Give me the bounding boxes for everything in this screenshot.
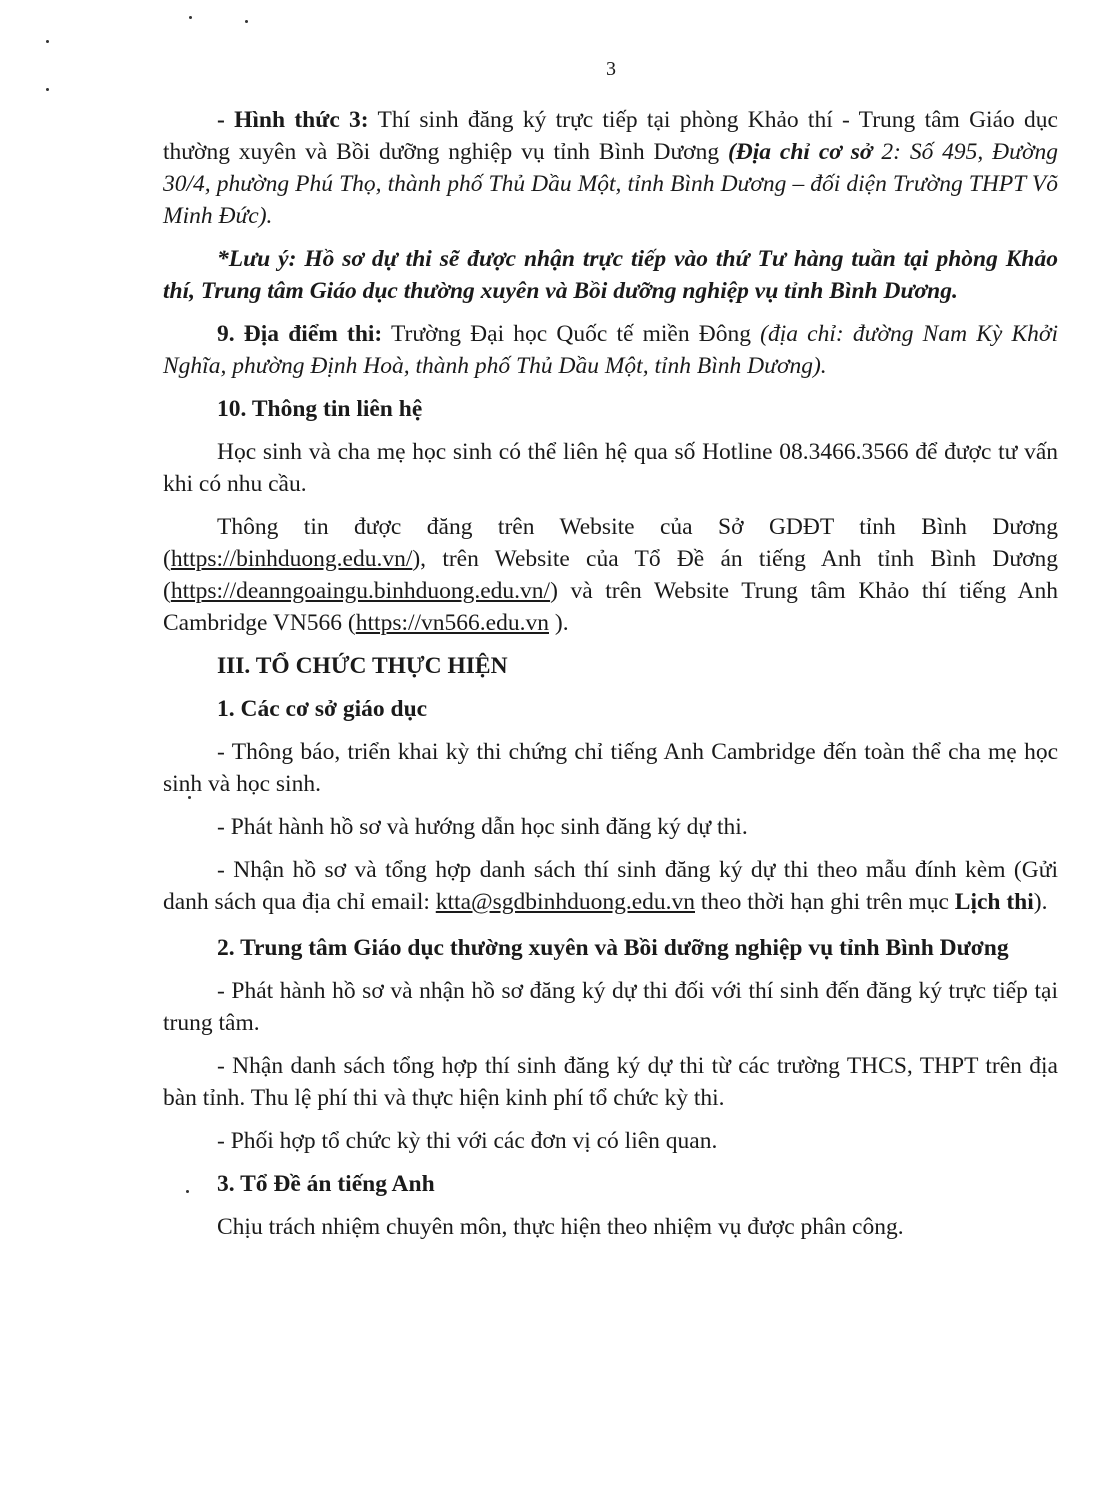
address-text: 2: Số 495, Đường 30/4, phường Phú Thọ, thành phố Thủ Dầu Một, tỉnh Bình Dương – đối diện Trường THPT Võ Minh Đức). bbox=[163, 139, 1059, 229]
sub-2-item-2: - Nhận danh sách tổng hợp thí sinh đăng ký dự thi từ các trường THCS, THPT trên địa bàn tỉnh. Thu lệ phí thi và thực hiện kinh phí tổ chức kỳ thi. bbox=[163, 1053, 1058, 1111]
sub-3-text: Chịu trách nhiệm chuyên môn, thực hiện theo nhiệm vụ được phân công. bbox=[217, 1214, 904, 1240]
section-10-heading: 10. Thông tin liên hệ bbox=[217, 396, 423, 422]
section-9-text: Trường Đại học Quốc tế miền Đông bbox=[382, 321, 761, 347]
paragraph-section-9 bbox=[163, 318, 1058, 382]
address-label: (Địa chỉ cơ sở bbox=[727, 139, 873, 165]
document-body bbox=[163, 104, 1058, 1243]
email-link[interactable]: ktta@sgdbinhduong.edu.vn bbox=[435, 889, 695, 915]
sub-2-item-3: - Phối hợp tổ chức kỳ thi với các đơn vị có liên quan. bbox=[217, 1128, 718, 1154]
link-binhduong[interactable]: https://binhduong.edu.vn/ bbox=[170, 546, 413, 572]
websites-text: ). bbox=[549, 610, 569, 636]
item-3-text: theo thời hạn ghi trên mục bbox=[695, 889, 955, 915]
sub-1-item-2: - Phát hành hồ sơ và hướng dẫn học sinh đăng ký dự thi. bbox=[217, 814, 748, 840]
note-paragraph: *Lưu ý: Hồ sơ dự thi sẽ được nhận trực tiếp vào thứ Tư hàng tuần tại phòng Khảo thí, Trung tâm Giáo dục thường xuyên và Bồi dưỡng nghiệp vụ tỉnh Bình Dương. bbox=[163, 246, 1058, 304]
scan-speck bbox=[189, 16, 192, 19]
hinh-thuc-3-text: Thí sinh đăng ký trực tiếp tại phòng Khảo thí - Trung tâm Giáo dục thường xuyên và Bồi dưỡng nghiệp vụ tỉnh Bình Dương bbox=[163, 107, 1058, 165]
sub-2-heading: 2. Trung tâm Giáo dục thường xuyên và Bồi dưỡng nghiệp vụ tỉnh Bình Dương bbox=[217, 935, 1009, 961]
scan-speck bbox=[245, 20, 248, 23]
sub-3-heading: 3. Tổ Đề án tiếng Anh bbox=[217, 1171, 435, 1197]
link-vn566[interactable]: https://vn566.edu.vn bbox=[355, 610, 549, 636]
sub-1-heading: 1. Các cơ sở giáo dục bbox=[217, 696, 428, 722]
sub-2-item-1: - Phát hành hồ sơ và nhận hồ sơ đăng ký dự thi đối với thí sinh đến đăng ký trực tiếp tại trung tâm. bbox=[163, 978, 1058, 1036]
hinh-thuc-3-label: - Hình thức 3: bbox=[217, 107, 369, 133]
link-deanngoaingu[interactable]: https://deanngoaingu.binhduong.edu.vn/ bbox=[170, 578, 551, 604]
websites-paragraph bbox=[163, 511, 1058, 639]
websites-text: ), trên Website của Tổ Đề án tiếng Anh tỉnh Bình Dương ( bbox=[163, 546, 1058, 604]
item-3-text: ). bbox=[1033, 889, 1048, 915]
scan-speck bbox=[46, 88, 49, 91]
lich-thi-bold: Lịch thi bbox=[954, 889, 1034, 915]
paragraph-hinh-thuc-3 bbox=[163, 104, 1058, 232]
page-number: 3 bbox=[606, 58, 616, 80]
hotline-paragraph: Học sinh và cha mẹ học sinh có thể liên hệ qua số Hotline 08.3466.3566 để được tư vấn khi có nhu cầu. bbox=[163, 439, 1058, 497]
scan-speck bbox=[46, 40, 49, 43]
sub-1-item-3 bbox=[163, 854, 1058, 918]
sub-1-item-1: - Thông báo, triển khai kỳ thi chứng chỉ tiếng Anh Cambridge đến toàn thể cha mẹ học sinh và học sinh. bbox=[163, 739, 1058, 797]
websites-text: ) và trên Website Trung tâm Khảo thí tiếng Anh Cambridge VN566 ( bbox=[163, 578, 1058, 636]
item-3-text: - Nhận hồ sơ và tổng hợp danh sách thí sinh đăng ký dự thi theo mẫu đính kèm (Gửi danh sách qua địa chỉ email: bbox=[163, 857, 1058, 915]
section-9-label: 9. Địa điểm thi: bbox=[217, 321, 383, 347]
section-9-address: (địa chỉ: đường Nam Kỳ Khởi Nghĩa, phường Định Hoà, thành phố Thủ Dầu Một, tỉnh Bình Dương). bbox=[163, 321, 1059, 379]
websites-text: Thông tin được đăng trên Website của Sở GDĐT tỉnh Bình Dương ( bbox=[163, 514, 1058, 572]
section-III-heading: III. TỔ CHỨC THỰC HIỆN bbox=[217, 653, 508, 679]
